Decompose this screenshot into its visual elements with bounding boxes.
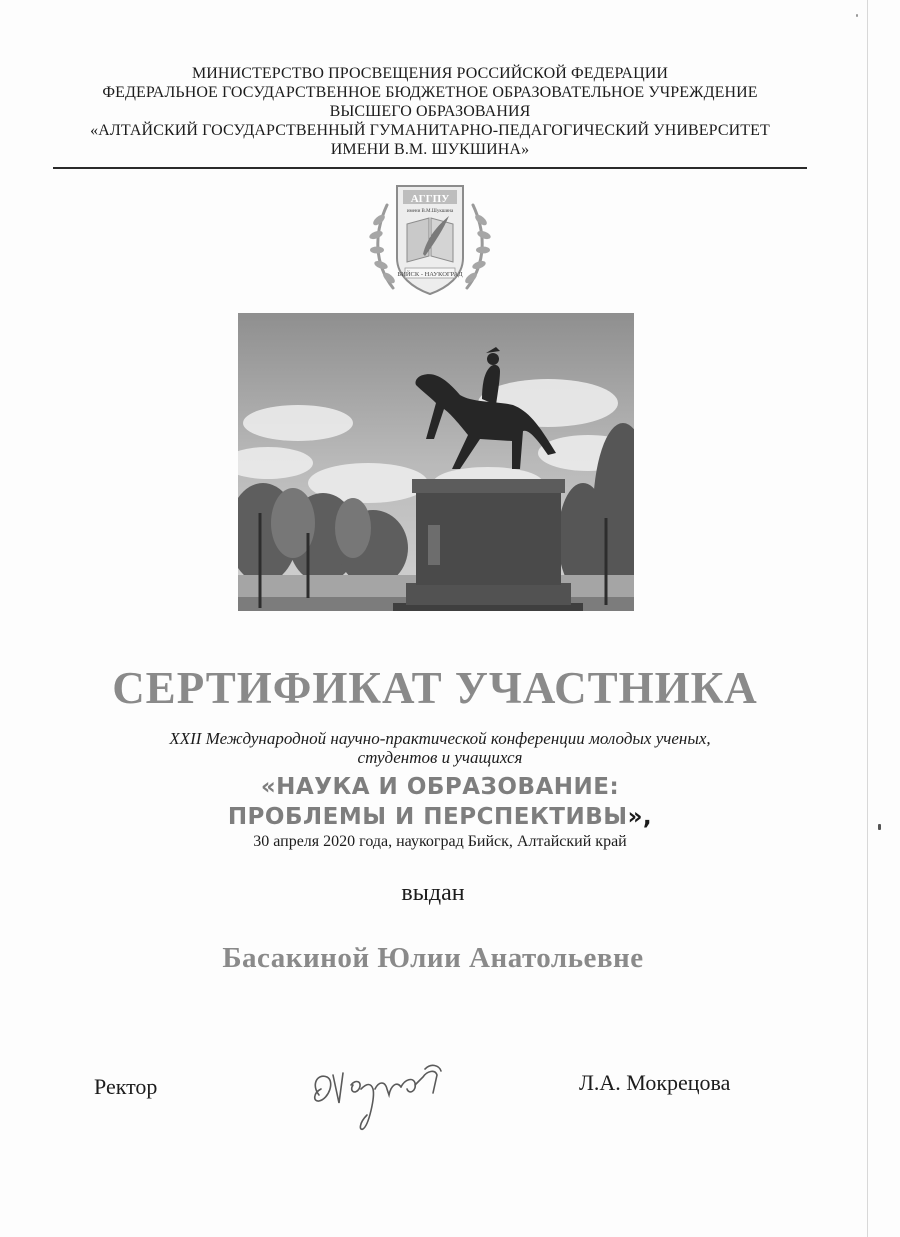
scan-edge-line <box>867 0 868 1237</box>
scan-speck <box>856 14 858 17</box>
signer-role: Ректор <box>94 1074 158 1099</box>
emblem-subtitle: имени В.М.Шукшина <box>406 209 454 214</box>
conference-description-line-2: студентов и учащихся <box>357 748 523 767</box>
conference-date: 30 апреля 2020 года, наукоград Бийск, Алтайский край <box>253 833 627 850</box>
conference-name-line-2-wrap <box>60 802 820 832</box>
header-line-2: ФЕДЕРАЛЬНОЕ ГОСУДАРСТВЕННОЕ БЮДЖЕТНОЕ ОБРАЗОВАТЕЛЬНОЕ УЧРЕЖДЕНИЕ <box>102 84 758 101</box>
conference-name-closing: », <box>627 804 653 830</box>
signer-name: Л.А. Мокрецова <box>579 1070 731 1095</box>
issued-label: выдан <box>401 880 465 906</box>
header-line-4: «АЛТАЙСКИЙ ГОСУДАРСТВЕННЫЙ ГУМАНИТАРНО-ПЕДАГОГИЧЕСКИЙ УНИВЕРСИТЕТ <box>90 122 770 139</box>
conference-name <box>60 772 820 832</box>
conference-name-line-2: ПРОБЛЕМЫ И ПЕРСПЕКТИВЫ <box>227 804 628 830</box>
conference-description <box>60 729 820 767</box>
conference-description-line-1: XXII Международной научно-практической конференции молодых ученых, <box>169 729 711 748</box>
rector-signature <box>305 1055 465 1135</box>
header-line-1: МИНИСТЕРСТВО ПРОСВЕЩЕНИЯ РОССИЙСКОЙ ФЕДЕРАЦИИ <box>191 65 669 82</box>
recipient-name: Басакиной Юлии Анатольевне <box>222 942 644 974</box>
header-line-3: ВЫСШЕГО ОБРАЗОВАНИЯ <box>329 103 531 120</box>
certificate-title: СЕРТИФИКАТ УЧАСТНИКА <box>112 663 758 713</box>
university-emblem-logo <box>365 180 495 300</box>
emblem-motto: БИЙСК - НАУКОГРАД <box>397 271 463 278</box>
emblem-abbr: АГГПУ <box>410 193 450 205</box>
ministry-header <box>50 64 810 159</box>
monument-photo <box>238 313 634 611</box>
header-line-5: ИМЕНИ В.М. ШУКШИНА» <box>330 141 530 158</box>
conference-name-line-1: «НАУКА И ОБРАЗОВАНИЕ: <box>260 774 620 800</box>
scan-speck <box>878 824 881 830</box>
header-divider <box>53 167 807 169</box>
